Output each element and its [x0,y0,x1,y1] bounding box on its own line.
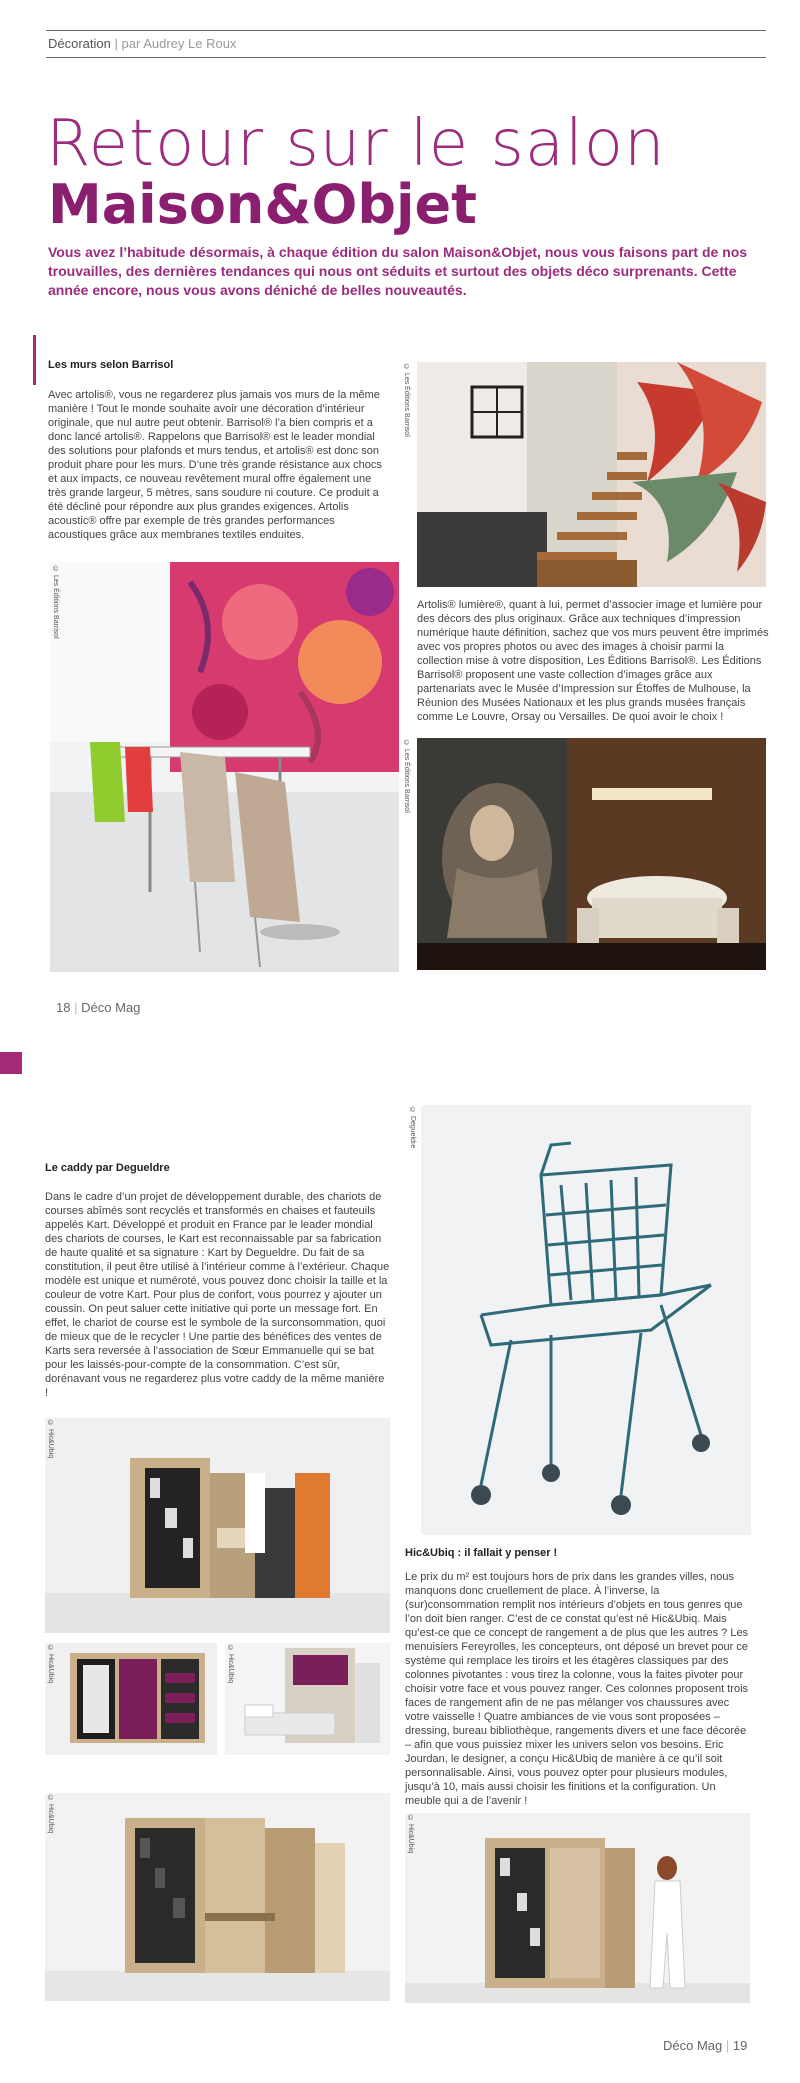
page-number-right: Déco Mag | 19 [663,2038,748,2053]
article-title-line1: Retour sur le salon [46,107,666,181]
section-header [48,36,236,51]
author-name: par Audrey Le Roux [121,36,237,51]
header-separator: | [114,36,118,51]
page-number-left: 18 | Déco Mag [56,1000,141,1015]
photo-credit-bedroom: © Hic&Ubiq [227,1645,234,1684]
header-rule-bottom [46,57,766,58]
section-name: Décoration [48,36,111,51]
article3-body: Le prix du m² est toujours hors de prix dans les grandes villes, nous manquons donc cruellement de place. À l’inverse, la (sur)consommation remplit nos intérieurs d’objets en tous genres que l’on doit bien ranger. C’est de ce constat qu’est né Hic&Ubiq. Mais qu’est-ce que ce concept de rangement a de plus que les autres ? Les menuisiers Fereyrolles, les concepteurs, ont déposé un brevet pour ce système qui remplace les tiroirs et les étagères classiques par des colonnes pivotantes : vous tirez la colonne, vous la faites pivoter pour choisir votre face et vous pouvez ranger. Ces colonnes proposent trois faces de rangement afin de ne pas mélanger vos chaussures avec votre vaisselle ! Quatre ambiances de vie vous sont proposées – dressing, bureau bibliothèque, rangements divers et une face décorée – afin que vous puissiez mixer les univers selon vos besoins. Eric Jourdan, le designer, a conçu Hic&Ubiq de manière à ce qu’il soit personnalisable. Ainsi, vous pouvez opter pour plusieurs modules, jusqu’à 10, mais aussi choisir les finitions et la configuration. Un meuble qui a de l’avenir ! [405,1571,749,1807]
article3-heading: Hic&Ubiq : il fallait y penser ! [405,1547,558,1559]
photo-credit-caddy: © Degueldre [409,1107,416,1149]
photo-woman-wardrobe [405,1813,750,2003]
article2-body: Dans le cadre d’un projet de développement durable, des chariots de courses abîmés sont recyclés et transformés en chaises et fauteuils appelés Kart. Développé et produit en France par le leader mondial des chariots de courses, le Kart est reconnaissable par sa fabrication de haute qualité et sa signature : Kart by Degueldre. Du fait de sa constitution, il peut être utilisé à l’intérieur comme à l’extérieur. Chaque modèle est unique et numéroté, vous pouvez donc choisir la taille et la couleur de votre Kart. Pour plus de confort, vous pourrez y ajouter un coussin. On peut saluer cette initiative qui porte un message fort. En effet, le chariot de course est le symbole de la surconsommation, quoi de mieux que de le recycler ! Une partie des bénéfices des ventes de Karts sera reversée à l’association de Sœur Emmanuelle qui se bat pour les laissés-pour-compte de la consommation. C’est sûr, dorénavant vous ne regarderez plus votre caddy de la même manière ! [45,1191,390,1399]
photo-wardrobe-purple [45,1643,217,1755]
article-title-line2: Maison&Objet [48,173,477,236]
accent-bar [33,335,36,385]
magazine-name-right: Déco Mag [663,2038,723,2053]
magazine-name-left: Déco Mag [81,1000,141,1015]
photo-wardrobe-1 [45,1418,390,1633]
photo-credit-woman: © Hic&Ubiq [407,1815,414,1854]
photo-credit-cafeteria: © Les Éditions Barrisol [52,566,59,639]
photo-credit-wardrobe-purple: © Hic&Ubiq [47,1645,54,1684]
photo-bedroom-module [225,1643,390,1755]
photo-credit-wardrobe-1: © Hic&Ubiq [47,1420,54,1459]
photo-credit-staircase: © Les Éditions Barrisol [403,364,410,437]
photo-credit-wardrobe-desk: © Hic&Ubiq [47,1795,54,1834]
photo-credit-dining: © Les Éditions Barrisol [403,740,410,813]
photo-dining-room [417,738,766,970]
photo-wardrobe-desk [45,1793,390,2001]
page-number-19: 19 [732,2038,748,2053]
photo-caddy-chair [421,1105,751,1535]
photo-cafeteria [50,562,399,972]
header-rule-top [46,30,766,31]
article1-body-continued: Artolis® lumière®, quant à lui, permet d’associer image et lumière pour des décors des plus originaux. Grâce aux techniques d’impression numérique haute définition, sachez que vos murs peuvent être imprimés avec vos propres photos ou avec des images à choisir parmi la collection mise à votre disposition, Les Éditions Barrisol®. Les Éditions Barrisol® proposent une vaste collection d’images grâce aux partenariats avec le Musée d’Impression sur Étoffes de Mulhouse, la Réunion des Musées Nationaux et les plus grands musées français comme Le Louvre, Orsay ou Versailles. De quoi avoir le choix ! [417,599,769,723]
page-number-18: 18 [56,1000,71,1015]
page-tab-marker [0,1052,22,1074]
article1-heading: Les murs selon Barrisol [48,359,174,371]
article1-body: Avec artolis®, vous ne regarderez plus jamais vos murs de la même manière ! Tout le monde souhaite avoir une décoration d’intérieur originale, que nul autre peut obtenir. Barrisol® l’a bien compris et a donc lancé artolis®. Rappelons que Barrisol® est le leader mondial des solutions pour plafonds et murs tendus, et artolis® est donc son produit phare pour les murs. D’une très grande résistance aux chocs et aux impacts, ce nouveau revêtement mural offre également une très grande largeur, 5 mètres, sans soudure ni couture. Ce produit a été décliné pour répondre aux plus grandes exigences. Artolis acoustic® offre par exemple de très grandes performances acoustiques grâce aux membranes textiles enduites. [48,389,382,541]
article-lead: Vous avez l’habitude désormais, à chaque édition du salon Maison&Objet, nous vous faisons part de nos trouvailles, des dernières tendances qui nous ont séduits et surtout des objets déco surprenants. Cette année encore, nous vous avons déniché de belles nouveautés. [48,244,748,298]
photo-staircase [417,362,766,587]
article2-heading: Le caddy par Degueldre [45,1162,170,1174]
